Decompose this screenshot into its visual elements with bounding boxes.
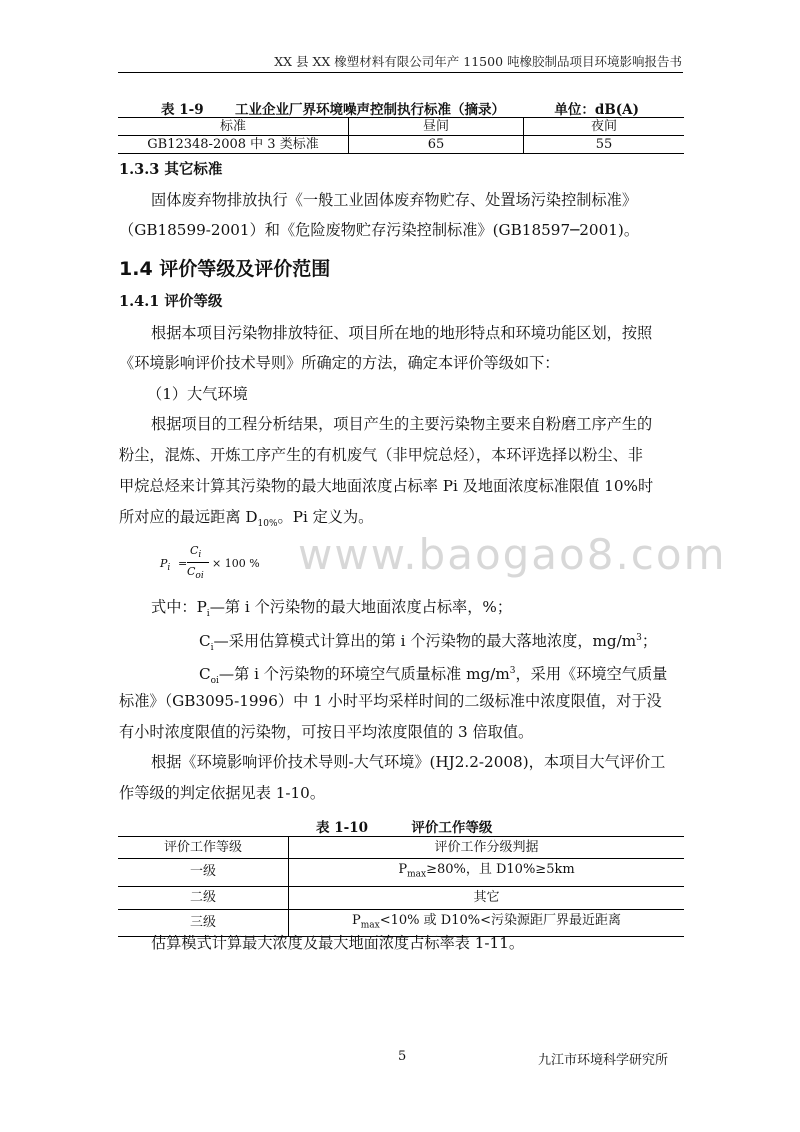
paragraph-line: （GB18599-2001）和《危险废物贮存污染控制标准》(GB18597─2001)。 — [119, 221, 640, 239]
table-cell: 65 — [349, 136, 524, 154]
formula-symbol: C — [190, 544, 199, 557]
text-span: —第 i 个污染物的环境空气质量标准 mg/m — [218, 665, 510, 684]
paragraph-line: 根据《环境影响评价技术导则-大气环境》(HJ2.2-2008)，本项目大气评价工 — [151, 753, 666, 771]
superscript: 3 — [509, 666, 516, 676]
formula-symbol: C — [187, 565, 196, 578]
formula-lhs — [160, 557, 170, 573]
section-heading-1-4: 1.4 评价等级及评价范围 — [119, 258, 331, 280]
table-row — [118, 886, 684, 909]
text-span: <10% 或 D10%<污染源距厂界最近距离 — [379, 912, 621, 928]
subscript: oi — [195, 571, 204, 582]
formula-tail: × 100 % — [212, 557, 260, 570]
text-span: —第 i 个污染物的最大地面浓度占标率，%； — [209, 598, 513, 616]
header-cell: 标准 — [118, 118, 349, 136]
running-header: XX 县 XX 橡塑材料有限公司年产 11500 吨橡胶制品项目环境影响报告书 — [274, 54, 682, 69]
table-row — [118, 859, 684, 887]
text-span: C — [199, 665, 211, 684]
caption-number: 表 1-9 — [161, 102, 204, 118]
table-cell — [289, 859, 685, 887]
subscript: i — [167, 563, 171, 574]
fraction-bar — [187, 562, 209, 563]
paragraph-line: 根据本项目污染物排放特征、项目所在地的地形特点和环境功能区划，按照 — [151, 324, 653, 342]
text-span: 所对应的最远距离 D — [119, 508, 258, 526]
table-1-10-caption — [316, 816, 492, 836]
subscript: max — [407, 869, 427, 880]
table-header-row — [118, 118, 684, 136]
table-1-9-caption — [161, 98, 639, 118]
text-span: 。Pi 定义为。 — [277, 508, 374, 526]
paragraph-line: 根据项目的工程分析结果，项目产生的主要污染物主要来自粉磨工序产生的 — [151, 415, 653, 433]
paragraph-line: 《环境影响评价技术导则》所确定的方法，确定本评价等级如下： — [119, 354, 560, 372]
table-header-row — [118, 837, 684, 859]
caption-title: 工业企业厂界环境噪声控制执行标准（摘录） — [235, 102, 505, 118]
text-span: C — [199, 632, 211, 651]
subscript: 10% — [257, 519, 278, 530]
table-cell: 三级 — [118, 909, 289, 937]
subscript: i — [206, 609, 210, 620]
superscript: 3 — [636, 633, 642, 643]
text-span: ，采用《环境空气质量 — [515, 665, 668, 684]
pi-formula — [160, 543, 280, 583]
section-heading-1-3-3: 1.3.3 其它标准 — [119, 161, 223, 178]
header-cell: 评价工作等级 — [118, 837, 289, 859]
table-cell: 二级 — [118, 886, 289, 909]
watermark: www.baogao8.com — [298, 530, 727, 579]
header-cell: 昼间 — [349, 118, 524, 136]
formula-denominator — [187, 565, 204, 581]
text-span: ≥80%，且 D10%≥5km — [426, 862, 575, 877]
paragraph-line: 固体废弃物排放执行《一般工业固体废弃物贮存、处置场污染控制标准》 — [151, 191, 637, 209]
table-1-9 — [118, 117, 684, 154]
table-row — [118, 136, 684, 154]
subscript: max — [360, 920, 380, 931]
table-cell: 55 — [524, 136, 685, 154]
text-span: P — [352, 912, 361, 928]
table-cell: 其它 — [289, 886, 685, 909]
page-number: 5 — [398, 1049, 407, 1064]
table-cell: 一级 — [118, 859, 289, 887]
formula-symbol: P — [160, 557, 168, 570]
text-span: ； — [641, 632, 658, 651]
section-heading-1-4-1: 1.4.1 评价等级 — [119, 293, 223, 310]
header-cell: 评价工作分级判据 — [289, 837, 685, 859]
subscript: oi — [210, 676, 219, 687]
text-span: 式中：P — [151, 598, 207, 616]
header-cell: 夜间 — [524, 118, 685, 136]
caption-unit: 单位：dB(A) — [554, 102, 640, 118]
paragraph-line: 标准》（GB3095-1996）中 1 小时平均采样时间的二级标准中浓度限值，对于没 — [119, 692, 662, 710]
paragraph-line: 甲烷总烃来计算其污染物的最大地面浓度占标率 Pi 及地面浓度标准限值 10%时 — [119, 477, 654, 495]
table-1-10 — [118, 836, 684, 937]
formula-equals: = — [178, 557, 188, 570]
header-rule — [118, 72, 683, 73]
subscript: i — [210, 643, 214, 654]
footer-organization: 九江市环境科学研究所 — [538, 1053, 669, 1068]
subscript: i — [198, 550, 202, 561]
formula-numerator — [190, 544, 201, 560]
paragraph-line: 粉尘，混炼、开炼工序产生的有机废气（非甲烷总烃），本环评选择以粉尘、非 — [119, 446, 643, 464]
table-cell: GB12348-2008 中 3 类标准 — [118, 136, 349, 154]
caption-title: 评价工作等级 — [411, 820, 493, 836]
text-span: P — [398, 862, 408, 877]
paragraph-line: 有小时浓度限值的污染物，可按日平均浓度限值的 3 倍取值。 — [119, 723, 534, 741]
caption-number: 表 1-10 — [316, 820, 368, 836]
text-span: —采用估算模式计算出的第 i 个污染物的最大落地浓度，mg/m — [213, 632, 637, 651]
list-item: （1）大气环境 — [147, 385, 248, 403]
paragraph-line: 作等级的判定依据见表 1-10。 — [119, 784, 326, 802]
paragraph-line: 估算模式计算最大浓度及最大地面浓度占标率表 1-11。 — [151, 934, 525, 952]
